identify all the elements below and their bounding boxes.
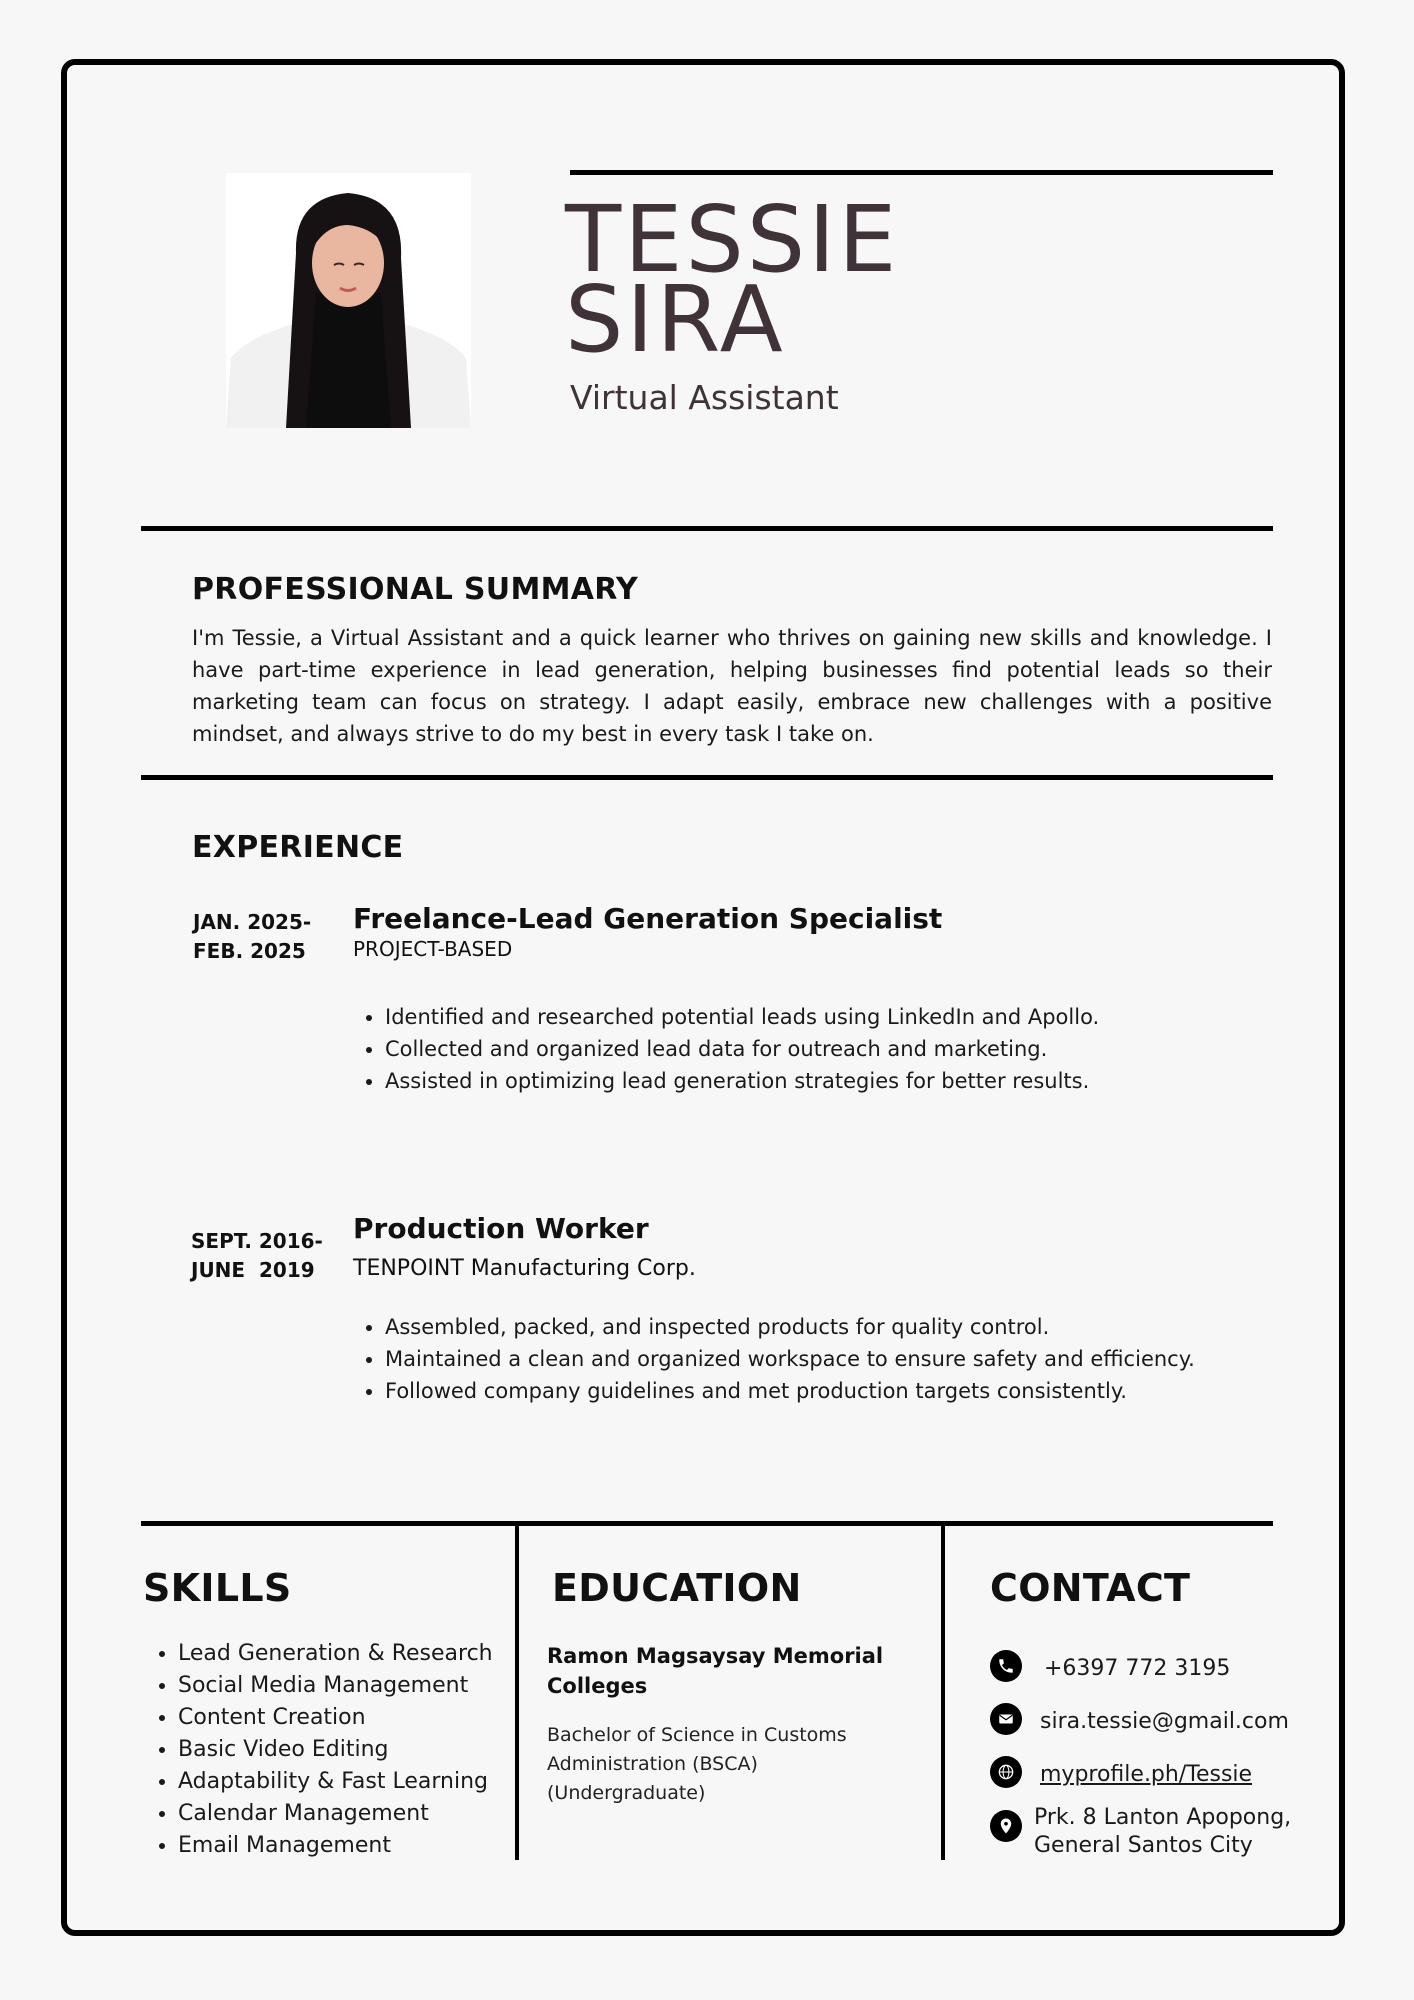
list-item: • Social Media Management: [178, 1670, 493, 1702]
list-item: • Maintained a clean and organized workspace to ensure safety and efficiency.: [385, 1343, 1195, 1375]
skills-list: [142, 1638, 493, 1862]
column-divider: [515, 1524, 519, 1860]
phone-icon: [990, 1650, 1022, 1682]
first-name: TESSIE: [565, 186, 900, 293]
list-item: • Collected and organized lead data for outreach and marketing.: [385, 1033, 1099, 1065]
profile-photo-illustration: [226, 173, 471, 428]
job-role: Virtual Assistant: [570, 378, 839, 417]
job-title: Freelance-Lead Generation Specialist: [353, 902, 943, 935]
job-date-start: JAN. 2025-: [193, 910, 312, 934]
summary-top-rule: [141, 526, 1273, 531]
address-line: Prk. 8 Lanton Apopong,: [1034, 1805, 1292, 1830]
summary-text: I'm Tessie, a Virtual Assistant and a quick learner who thrives on gaining new skills and knowledge. I have part-time experience in lead generation, helping businesses find potential leads so their marketing team can focus on strategy. I adapt easily, embrace new challenges with a positive mindset, and always strive to do my best in every task I take on.: [192, 626, 1272, 746]
bottom-sections-rule: [141, 1521, 1273, 1526]
email-icon: [990, 1703, 1022, 1735]
education-title: EDUCATION: [552, 1566, 802, 1610]
job-bullets: [353, 1001, 1099, 1097]
profile-photo: [226, 173, 471, 428]
full-name: [565, 186, 1065, 373]
list-item: • Assisted in optimizing lead generation strategies for better results.: [385, 1065, 1099, 1097]
job-date-end: FEB. 2025: [193, 939, 306, 963]
experience-title: EXPERIENCE: [192, 830, 404, 865]
contact-address: [1034, 1804, 1291, 1860]
contact-phone: +6397 772 3195: [1044, 1656, 1231, 1681]
list-item: • Assembled, packed, and inspected products for quality control.: [385, 1311, 1195, 1343]
job-date: [191, 1227, 323, 1285]
list-item: • Followed company guidelines and met production targets consistently.: [385, 1375, 1195, 1407]
job-org: TENPOINT Manufacturing Corp.: [353, 1256, 696, 1281]
list-item: • Adaptability & Fast Learning: [178, 1766, 493, 1798]
globe-icon: [990, 1756, 1022, 1788]
list-item: • Basic Video Editing: [178, 1734, 493, 1766]
list-item: • Identified and researched potential leads using LinkedIn and Apollo.: [385, 1001, 1099, 1033]
education-school: Ramon Magsaysay Memorial Colleges: [547, 1644, 884, 1698]
job-bullets: [353, 1311, 1195, 1407]
job-date-end: JUNE 2019: [191, 1258, 315, 1282]
job-date-start: SEPT. 2016-: [191, 1229, 323, 1253]
job-org: PROJECT-BASED: [353, 937, 513, 961]
education-degree: Bachelor of Science in Customs Administration (BSCA) (Undergraduate): [547, 1724, 847, 1804]
list-item: • Calendar Management: [178, 1798, 493, 1830]
job-date: [193, 908, 311, 966]
location-pin-icon: [990, 1810, 1022, 1842]
column-divider: [941, 1524, 945, 1860]
skills-title: SKILLS: [143, 1566, 292, 1610]
contact-email[interactable]: sira.tessie@gmail.com: [1040, 1709, 1289, 1734]
summary-bottom-rule: [141, 775, 1273, 780]
list-item: • Lead Generation & Research: [178, 1638, 493, 1670]
contact-title: CONTACT: [990, 1566, 1191, 1610]
list-item: • Email Management: [178, 1830, 493, 1862]
last-name: SIRA: [565, 266, 786, 373]
job-title: Production Worker: [353, 1212, 649, 1245]
address-line: General Santos City: [1034, 1833, 1253, 1858]
list-item: • Content Creation: [178, 1702, 493, 1734]
contact-website-link[interactable]: myprofile.ph/Tessie: [1040, 1762, 1253, 1787]
summary-title: PROFESSIONAL SUMMARY: [192, 572, 639, 607]
header-rule: [570, 170, 1273, 175]
